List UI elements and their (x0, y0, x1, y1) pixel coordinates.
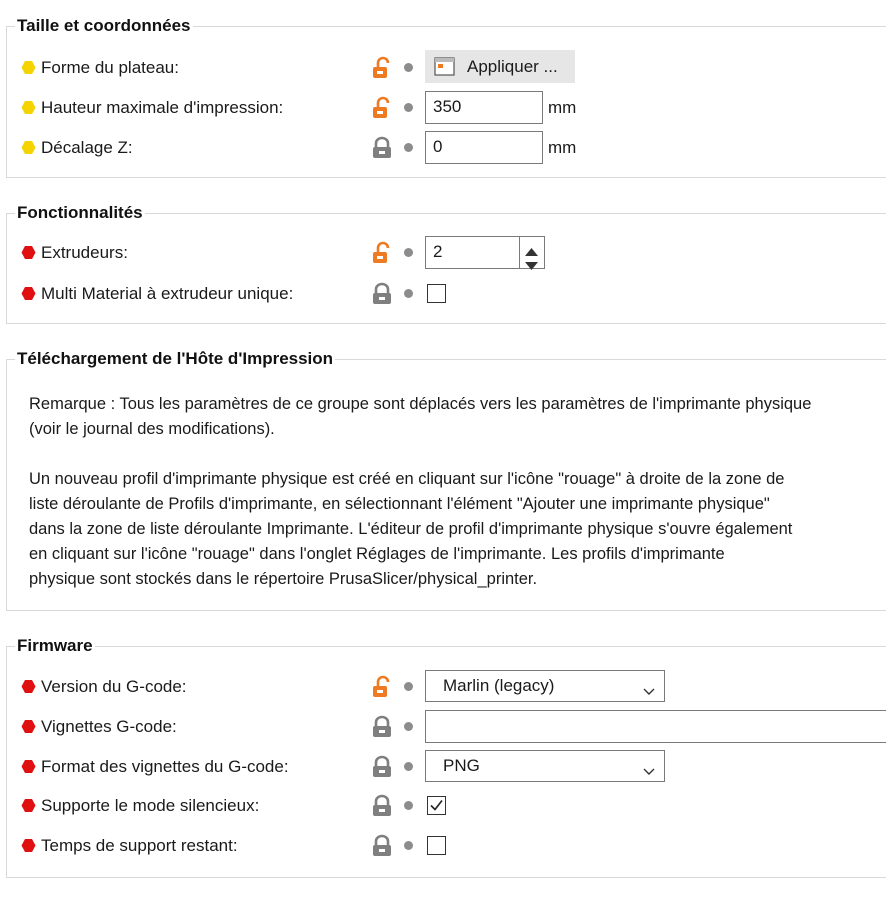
group-size-coordinates (6, 16, 886, 178)
simple-mode-icon (21, 60, 36, 75)
bed-shape-apply-button[interactable] (425, 50, 575, 83)
chevron-down-icon (643, 681, 655, 701)
unlocked-lock-icon[interactable] (371, 675, 393, 699)
gcode-flavor-select[interactable] (425, 670, 665, 702)
silent-mode-checkbox[interactable] (427, 796, 446, 815)
default-value-dot-icon[interactable] (404, 63, 413, 72)
chevron-down-icon (643, 761, 655, 781)
row-extruders (7, 235, 886, 271)
thumbnails-format-label: Format des vignettes du G-code: (41, 757, 289, 776)
expert-mode-icon (21, 679, 36, 694)
bed-shape-icon (434, 57, 456, 82)
row-thumbnails-format (7, 749, 886, 785)
bed-shape-label: Forme du plateau: (41, 58, 179, 77)
group-print-host-upload (6, 349, 886, 611)
locked-lock-icon[interactable] (371, 715, 393, 739)
row-max-print-height (7, 90, 886, 126)
expert-mode-icon (21, 719, 36, 734)
default-value-dot-icon[interactable] (404, 762, 413, 771)
group-title: Taille et coordonnées (17, 16, 191, 35)
row-gcode-flavor (7, 669, 886, 705)
default-value-dot-icon[interactable] (404, 682, 413, 691)
default-value-dot-icon[interactable] (404, 801, 413, 810)
gcode-flavor-value: Marlin (legacy) (443, 676, 555, 695)
group-firmware (6, 636, 886, 878)
simple-mode-icon (21, 100, 36, 115)
extruders-label: Extrudeurs: (41, 243, 128, 262)
default-value-dot-icon[interactable] (404, 248, 413, 257)
z-offset-input[interactable]: 0 (425, 131, 543, 164)
gcode-thumbnails-label: Vignettes G-code: (41, 717, 177, 736)
expert-mode-icon (21, 798, 36, 813)
default-value-dot-icon[interactable] (404, 289, 413, 298)
note-line: Remarque : Tous les paramètres de ce groupe sont déplacés vers les paramètres de l'imprimante physique (29, 395, 812, 413)
group-features (6, 203, 886, 324)
locked-lock-icon[interactable] (371, 282, 393, 306)
expert-mode-icon (21, 759, 36, 774)
single-extruder-mm-checkbox[interactable] (427, 284, 446, 303)
single-extruder-mm-label: Multi Material à extrudeur unique: (41, 284, 294, 303)
expert-mode-icon (21, 245, 36, 260)
thumbnails-format-value: PNG (443, 756, 480, 775)
locked-lock-icon[interactable] (371, 136, 393, 160)
row-gcode-thumbnails (7, 709, 886, 745)
gcode-flavor-label: Version du G-code: (41, 677, 187, 696)
group-title: Fonctionnalités (17, 203, 143, 222)
default-value-dot-icon[interactable] (404, 143, 413, 152)
expert-mode-icon (21, 838, 36, 853)
locked-lock-icon[interactable] (371, 794, 393, 818)
spin-down-arrow-icon[interactable] (525, 255, 538, 275)
note-line: (voir le journal des modifications). (29, 420, 275, 438)
apply-button-label: Appliquer ... (467, 57, 558, 76)
extruders-value: 2 (433, 242, 443, 261)
group-title: Téléchargement de l'Hôte d'Impression (17, 349, 334, 368)
note-line: dans la zone de liste déroulante Imprimante. L'éditeur de profil d'imprimante physique s'ouvre également (29, 520, 793, 538)
checkmark-icon (428, 797, 445, 814)
remaining-times-label: Temps de support restant: (41, 836, 238, 855)
row-single-extruder-mm (7, 276, 886, 312)
note-line: en cliquant sur l'icône "rouage" dans l'onglet Réglages de l'imprimante. Les profils d'imprimante (29, 545, 725, 563)
note-line: Un nouveau profil d'imprimante physique est créé en cliquant sur l'icône "rouage" à droite de la zone de (29, 470, 785, 488)
silent-mode-label: Supporte le mode silencieux: (41, 796, 260, 815)
unit-label: mm (548, 98, 577, 117)
note-line: liste déroulante de Profils d'imprimante, en sélectionnant l'élément "Ajouter une imprimante physique" (29, 495, 770, 513)
max-print-height-label: Hauteur maximale d'impression: (41, 98, 284, 117)
unlocked-lock-icon[interactable] (371, 241, 393, 265)
gcode-thumbnails-input[interactable] (425, 710, 886, 743)
locked-lock-icon[interactable] (371, 755, 393, 779)
note-line: physique sont stockés dans le répertoire PrusaSlicer/physical_printer. (29, 570, 538, 588)
locked-lock-icon[interactable] (371, 834, 393, 858)
default-value-dot-icon[interactable] (404, 722, 413, 731)
remaining-times-checkbox[interactable] (427, 836, 446, 855)
expert-mode-icon (21, 286, 36, 301)
default-value-dot-icon[interactable] (404, 841, 413, 850)
row-remaining-times (7, 828, 886, 864)
row-silent-mode (7, 788, 886, 824)
thumbnails-format-select[interactable] (425, 750, 665, 782)
group-title: Firmware (17, 636, 93, 655)
z-offset-label: Décalage Z: (41, 138, 133, 157)
default-value-dot-icon[interactable] (404, 103, 413, 112)
extruders-spin-input[interactable] (425, 236, 545, 269)
row-bed-shape (7, 50, 886, 86)
max-print-height-input[interactable]: 350 (425, 91, 543, 124)
spin-arrows[interactable] (519, 237, 544, 268)
unlocked-lock-icon[interactable] (371, 56, 393, 80)
row-z-offset (7, 130, 886, 166)
unlocked-lock-icon[interactable] (371, 96, 393, 120)
unit-label: mm (548, 138, 577, 157)
simple-mode-icon (21, 140, 36, 155)
